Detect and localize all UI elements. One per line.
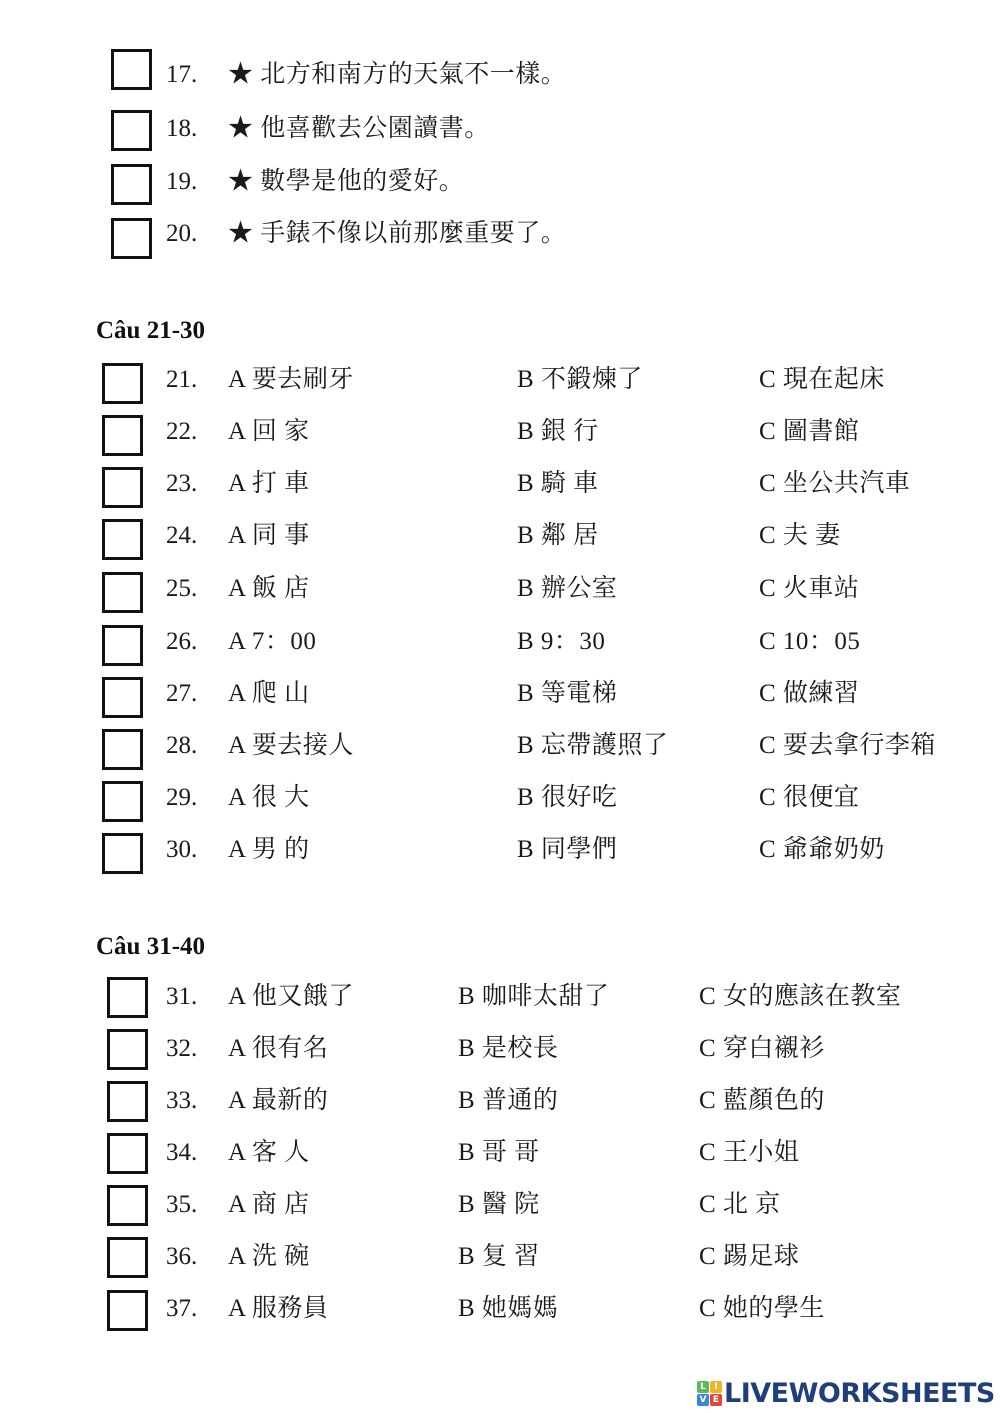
option-a: A 客 人: [228, 1139, 310, 1166]
option-b: B 不鍛煉了: [517, 366, 643, 393]
option-a: A 商 店: [228, 1191, 310, 1218]
question-number: 21.: [166, 366, 198, 393]
answer-box[interactable]: [102, 781, 143, 822]
question-number: 27.: [166, 680, 198, 707]
answer-box[interactable]: [102, 415, 143, 456]
answer-box[interactable]: [102, 572, 143, 613]
option-a: A 爬 山: [228, 680, 310, 707]
answer-box[interactable]: [107, 1133, 148, 1174]
option-a: A 他又餓了: [228, 983, 354, 1010]
option-b: B 鄰 居: [517, 522, 599, 549]
question-number: 36.: [166, 1243, 198, 1270]
question-number: 35.: [166, 1191, 198, 1218]
statement-text: ★ 數學是他的愛好。: [228, 168, 465, 195]
question-number: 29.: [166, 784, 198, 811]
option-a: A 服務員: [228, 1295, 329, 1322]
logo-text: LIVEWORKSHEETS: [724, 1377, 995, 1409]
statement-text: ★ 手錶不像以前那麼重要了。: [228, 220, 567, 247]
option-c: C 坐公共汽車: [759, 470, 911, 497]
question-number: 22.: [166, 418, 198, 445]
option-b: B 騎 車: [517, 470, 599, 497]
question-number: 23.: [166, 470, 198, 497]
answer-box[interactable]: [107, 1029, 148, 1070]
option-b: B 醫 院: [458, 1191, 540, 1218]
question-number: 30.: [166, 836, 198, 863]
option-c: C 火車站: [759, 575, 860, 602]
question-number: 34.: [166, 1139, 198, 1166]
option-b: B 是校長: [458, 1035, 559, 1062]
option-c: C 現在起床: [759, 366, 885, 393]
option-c: C 圖書館: [759, 418, 860, 445]
option-c: C 10：05: [759, 628, 861, 655]
liveworksheets-logo: [697, 1378, 995, 1408]
question-number: 24.: [166, 522, 198, 549]
option-b: B 9：30: [517, 628, 606, 655]
option-c: C 夫 妻: [759, 522, 841, 549]
question-number: 26.: [166, 628, 198, 655]
answer-box[interactable]: [111, 49, 152, 90]
answer-box[interactable]: [102, 363, 143, 404]
option-b: B 銀 行: [517, 418, 599, 445]
answer-box[interactable]: [111, 218, 152, 259]
question-number: 37.: [166, 1295, 198, 1322]
answer-box[interactable]: [107, 1237, 148, 1278]
option-a: A 很 大: [228, 784, 310, 811]
question-number: 18.: [166, 115, 198, 142]
option-a: A 最新的: [228, 1087, 329, 1114]
option-b: B 她媽媽: [458, 1295, 559, 1322]
logo-tile: V: [697, 1394, 709, 1406]
section-heading: Câu 31-40: [96, 933, 206, 960]
option-a: A 回 家: [228, 418, 310, 445]
option-c: C 很便宜: [759, 784, 860, 811]
logo-tile: L: [697, 1381, 709, 1393]
option-a: A 飯 店: [228, 575, 310, 602]
question-number: 31.: [166, 983, 198, 1010]
statement-text: ★ 他喜歡去公園讀書。: [228, 115, 490, 142]
answer-box[interactable]: [102, 519, 143, 560]
option-c: C 要去拿行李箱: [759, 732, 936, 759]
answer-box[interactable]: [111, 110, 152, 151]
option-c: C 北 京: [699, 1191, 781, 1218]
answer-box[interactable]: [107, 1081, 148, 1122]
option-b: B 同學們: [517, 836, 618, 863]
option-a: A 7：00: [228, 628, 317, 655]
question-number: 25.: [166, 575, 198, 602]
option-a: A 男 的: [228, 836, 310, 863]
option-c: C 女的應該在教室: [699, 983, 902, 1010]
answer-box[interactable]: [102, 467, 143, 508]
option-b: B 很好吃: [517, 784, 618, 811]
answer-box[interactable]: [107, 977, 148, 1018]
question-number: 19.: [166, 168, 198, 195]
option-b: B 咖啡太甜了: [458, 983, 610, 1010]
option-a: A 很有名: [228, 1035, 329, 1062]
answer-box[interactable]: [102, 729, 143, 770]
answer-box[interactable]: [102, 833, 143, 874]
question-number: 17.: [166, 61, 198, 88]
question-number: 28.: [166, 732, 198, 759]
option-c: C 穿白襯衫: [699, 1035, 825, 1062]
logo-tile: I: [710, 1381, 722, 1393]
logo-tile: E: [710, 1394, 722, 1406]
answer-box[interactable]: [107, 1185, 148, 1226]
option-c: C 王小姐: [699, 1139, 800, 1166]
option-a: A 打 車: [228, 470, 310, 497]
option-a: A 洗 碗: [228, 1243, 310, 1270]
option-b: B 普通的: [458, 1087, 559, 1114]
option-a: A 同 事: [228, 522, 310, 549]
option-b: B 哥 哥: [458, 1139, 540, 1166]
option-c: C 做練習: [759, 680, 860, 707]
option-c: C 她的學生: [699, 1295, 825, 1322]
logo-tiles-icon: [697, 1381, 722, 1406]
option-b: B 忘帶護照了: [517, 732, 669, 759]
question-number: 20.: [166, 220, 198, 247]
answer-box[interactable]: [107, 1290, 148, 1331]
option-c: C 爺爺奶奶: [759, 836, 885, 863]
question-number: 32.: [166, 1035, 198, 1062]
answer-box[interactable]: [102, 677, 143, 718]
question-number: 33.: [166, 1087, 198, 1114]
answer-box[interactable]: [111, 164, 152, 205]
option-c: C 藍顏色的: [699, 1087, 825, 1114]
section-heading: Câu 21-30: [96, 317, 206, 344]
option-b: B 复 習: [458, 1243, 540, 1270]
option-b: B 辦公室: [517, 575, 618, 602]
statement-text: ★ 北方和南方的天氣不一樣。: [228, 61, 567, 88]
option-c: C 踢足球: [699, 1243, 800, 1270]
option-a: A 要去接人: [228, 732, 354, 759]
option-b: B 等電梯: [517, 680, 618, 707]
option-a: A 要去刷牙: [228, 366, 354, 393]
answer-box[interactable]: [102, 625, 143, 666]
